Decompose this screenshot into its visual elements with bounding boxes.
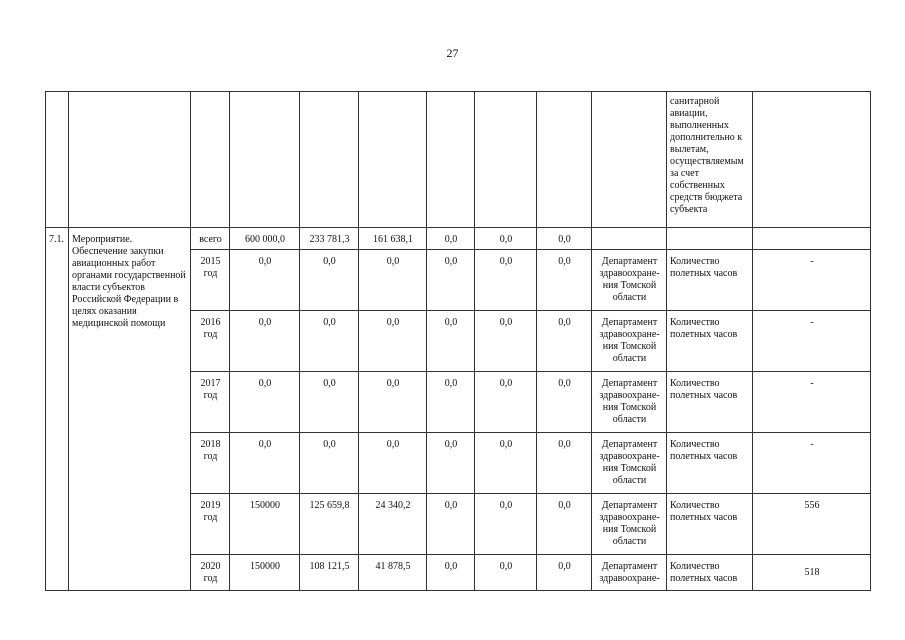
executor-cell: Департамент здравоохране-ния Томской области	[592, 311, 667, 372]
page-number: 27	[446, 46, 459, 60]
value-cell: 108 121,5	[300, 555, 359, 591]
table-row-total	[46, 228, 871, 250]
executor-cell: Департамент здравоохране-ния Томской области	[592, 250, 667, 311]
indicator-value: -	[753, 372, 871, 433]
value-cell: 0,0	[427, 311, 475, 372]
total-value: 233 781,3	[300, 228, 359, 250]
value-cell: 0,0	[537, 372, 592, 433]
value-cell: 0,0	[300, 433, 359, 494]
total-value: 600 000,0	[230, 228, 300, 250]
value-cell: 0,0	[537, 311, 592, 372]
indicator-value: -	[753, 250, 871, 311]
indicator-cell: Количество полетных часов	[667, 494, 753, 555]
value-cell: 0,0	[427, 494, 475, 555]
value-cell: 0,0	[475, 494, 537, 555]
executor-cell: Департамент здравоохране-	[592, 555, 667, 591]
year-label: 2015 год	[191, 250, 230, 311]
value-cell: 0,0	[230, 433, 300, 494]
value-cell: 0,0	[475, 250, 537, 311]
value-cell: 0,0	[230, 372, 300, 433]
value-cell: 125 659,8	[300, 494, 359, 555]
value-cell: 0,0	[475, 372, 537, 433]
year-label: 2020 год	[191, 555, 230, 591]
total-value: 0,0	[427, 228, 475, 250]
value-cell: 0,0	[537, 433, 592, 494]
value-cell: 0,0	[300, 250, 359, 311]
value-cell: 0,0	[537, 250, 592, 311]
value-cell: 0,0	[300, 372, 359, 433]
indicator-value: -	[753, 311, 871, 372]
value-cell: 150000	[230, 494, 300, 555]
value-cell: 150000	[230, 555, 300, 591]
indicator-cell: Количество полетных часов	[667, 372, 753, 433]
value-cell: 0,0	[537, 494, 592, 555]
value-cell: 0,0	[427, 372, 475, 433]
value-cell: 0,0	[230, 250, 300, 311]
value-cell: 0,0	[359, 372, 427, 433]
total-value: 161 638,1	[359, 228, 427, 250]
indicator-cell: Количество полетных часов	[667, 433, 753, 494]
value-cell: 0,0	[427, 250, 475, 311]
value-cell: 0,0	[230, 311, 300, 372]
value-cell: 0,0	[475, 311, 537, 372]
executor-cell: Департамент здравоохране-ния Томской области	[592, 372, 667, 433]
value-cell: 0,0	[427, 555, 475, 591]
item-description: Мероприятие. Обеспечение закупки авиационных работ органами государственной власти субъектов Российской Федерации в целях оказания медицинской помощи	[69, 228, 191, 591]
continued-indicator-text: санитарной авиации, выполненных дополнительно к вылетам, осуществляемым за счет собственных средств бюджета субъекта	[667, 92, 753, 228]
indicator-cell: Количество полетных часов	[667, 555, 753, 591]
value-cell: 0,0	[475, 433, 537, 494]
value-cell: 0,0	[359, 433, 427, 494]
value-cell: 41 878,5	[359, 555, 427, 591]
value-cell: 0,0	[427, 433, 475, 494]
indicator-cell: Количество полетных часов	[667, 311, 753, 372]
total-value: 0,0	[475, 228, 537, 250]
year-label: 2019 год	[191, 494, 230, 555]
item-index: 7.1.	[46, 228, 69, 591]
year-label: 2017 год	[191, 372, 230, 433]
value-cell: 0,0	[300, 311, 359, 372]
value-cell: 24 340,2	[359, 494, 427, 555]
value-cell: 0,0	[537, 555, 592, 591]
continuation-row	[46, 92, 871, 228]
value-cell: 0,0	[359, 250, 427, 311]
indicator-cell: Количество полетных часов	[667, 250, 753, 311]
executor-cell: Департамент здравоохране-ния Томской области	[592, 433, 667, 494]
indicator-value: 518	[753, 555, 871, 591]
year-label: 2018 год	[191, 433, 230, 494]
total-value: 0,0	[537, 228, 592, 250]
year-label: 2016 год	[191, 311, 230, 372]
program-table	[45, 91, 871, 591]
indicator-value: 556	[753, 494, 871, 555]
value-cell: 0,0	[359, 311, 427, 372]
executor-cell: Департамент здравоохране-ния Томской области	[592, 494, 667, 555]
indicator-value: -	[753, 433, 871, 494]
total-label: всего	[191, 228, 230, 250]
value-cell: 0,0	[475, 555, 537, 591]
